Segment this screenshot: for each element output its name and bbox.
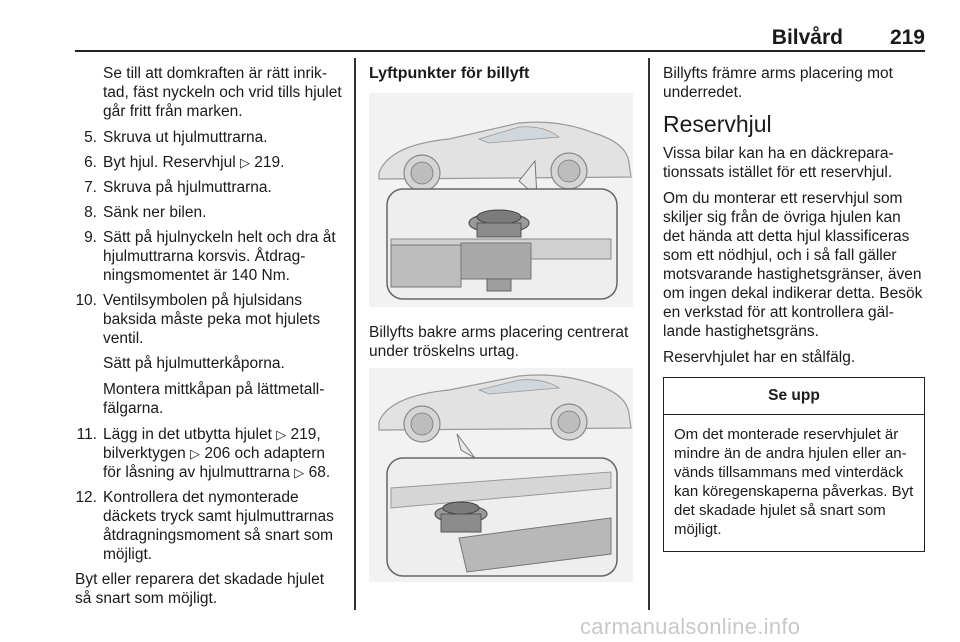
- list-item: [75, 153, 343, 172]
- watermark: carmanualsonline.info: [580, 614, 801, 639]
- page-header: [75, 18, 925, 52]
- ref-arrow-icon: ▷: [294, 465, 305, 480]
- caution-text: Om det monterade reservhjulet är mindre än de andra hjulen eller används tillsammans med vinterdäck kan köregenskaperna påverkas. Byt det skadade hjulet så snart som möjligt.: [674, 426, 914, 538]
- step-text: Sätt på hjulnyckeln helt och dra åt hjulmuttrarna korsvis. Åtdragningsmomentet är 140 Nm.: [103, 229, 336, 284]
- step-number: 12.: [75, 489, 97, 506]
- paragraph: Reservhjulet har en stålfälg.: [663, 349, 856, 366]
- step-number: 6.: [84, 154, 97, 171]
- page-number: 219: [889, 26, 925, 49]
- column-divider-1: [354, 58, 356, 610]
- step-number: 5.: [84, 129, 97, 146]
- lift-point-rear-illustration: [369, 93, 633, 307]
- step-text: Kontrollera det nymonterade däckets tryck samt hjulmuttrarnas åtdragningsmoment så snart som möjligt.: [103, 489, 334, 563]
- paragraph: Vissa bilar kan ha en däckreparationssats istället för ett reservhjul.: [663, 145, 894, 181]
- step-text: Skruva ut hjulmuttrarna.: [103, 129, 268, 146]
- step-10-note-1: Sätt på hjulmutterkåporna.: [103, 355, 285, 372]
- page-reference[interactable]: 219: [254, 154, 281, 171]
- page-reference[interactable]: 68: [308, 464, 326, 481]
- ref-arrow-icon: ▷: [276, 427, 287, 442]
- column-3: [663, 64, 925, 552]
- section-heading: Lyftpunkter för billyft: [369, 65, 530, 82]
- car-lift-front-svg: [369, 368, 633, 582]
- column-2: [369, 64, 634, 582]
- illustration-caption: Billyfts bakre arms placering centrerat under tröskelns urtag.: [369, 324, 629, 360]
- section-title: Bilvård: [771, 26, 843, 49]
- step-text: Sänk ner bilen.: [103, 204, 207, 221]
- page-reference[interactable]: 206: [204, 445, 231, 462]
- paragraph: Om du monterar ett reservhjul som skiljer sig från de övriga hjulen kan det hända att detta hjul klassificeras som ett nödhjul, och i så fall gäller motsvarande hastighetsgränser, även om ingen dekal indikerar detta. Besök en verkstad för att kontrollera gällande hastighetsgräns.: [663, 190, 923, 340]
- list-item: [75, 203, 343, 222]
- caution-title: Se upp: [664, 378, 924, 415]
- intro-paragraph: Billyfts främre arms placering mot underredet.: [663, 65, 893, 101]
- step-text: Ventilsymbolen på hjulsidans baksida måste peka mot hjulets ventil.: [103, 292, 321, 347]
- header-rule: [75, 50, 925, 52]
- step-text: Byt hjul. Reservhjul: [103, 154, 240, 171]
- step-text-end: .: [280, 154, 285, 171]
- step-10-note-2: Montera mittkåpan på lättmetallfälgarna.: [103, 381, 325, 417]
- step-text: , bilverktygen: [103, 426, 321, 462]
- step-number: 10.: [75, 292, 97, 309]
- car-lift-rear-svg: [369, 93, 633, 307]
- list-item: [75, 291, 343, 348]
- step-number: 11.: [76, 426, 97, 443]
- closing-paragraph: Byt eller reparera det skadade hjulet så snart som möjligt.: [75, 571, 325, 607]
- page-reference[interactable]: 219: [290, 426, 317, 443]
- caution-box: [663, 377, 925, 552]
- step-text: och adaptern för låsning av hjulmuttrarna: [103, 445, 325, 481]
- list-item: [75, 425, 343, 482]
- step-text: Skruva på hjulmuttrarna.: [103, 179, 272, 196]
- column-1: [75, 64, 343, 615]
- list-item: [75, 228, 343, 285]
- step-text: Lägg in det utbytta hjulet: [103, 426, 277, 443]
- lift-point-front-illustration: [369, 368, 633, 582]
- list-item: [75, 488, 343, 564]
- list-item: [75, 128, 343, 147]
- section-heading: Reservhjul: [663, 111, 772, 137]
- column-divider-2: [648, 58, 650, 610]
- ref-arrow-icon: ▷: [190, 446, 201, 461]
- intro-paragraph: Se till att domkraften är rätt inriktad, fäst nyckeln och vrid tills hjulet går fritt från marken.: [103, 65, 342, 120]
- step-number: 7.: [84, 179, 97, 196]
- step-number: 9.: [84, 229, 97, 246]
- ref-arrow-icon: ▷: [239, 155, 250, 170]
- step-text: .: [325, 464, 331, 481]
- list-item: [75, 178, 343, 197]
- step-number: 8.: [84, 204, 97, 221]
